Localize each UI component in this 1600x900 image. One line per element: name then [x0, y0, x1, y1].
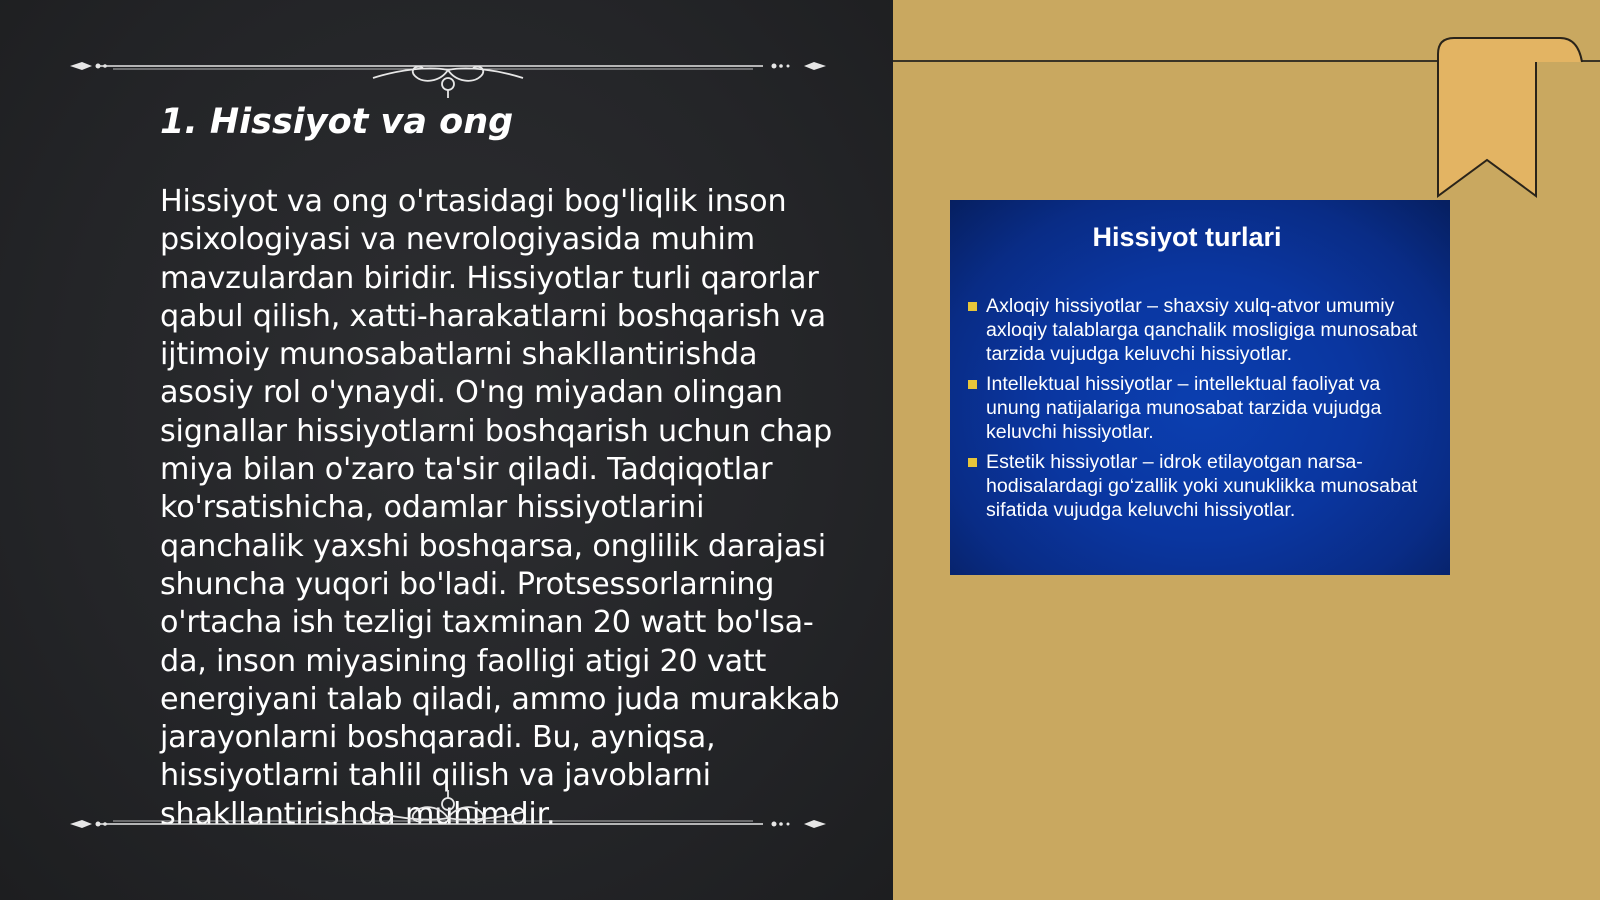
list-item — [986, 450, 1426, 522]
list-item-text: Estetik hissiyotlar – idrok etilayotgan narsa-hodisalardagi go‘zallik yoki xunuklikka munosabat sifatida vujudga keluvchi hissiyotlar. — [986, 451, 1418, 521]
square-bullet-icon — [968, 380, 977, 389]
inset-list — [986, 294, 1426, 528]
list-item — [986, 294, 1426, 366]
slide-body-text: Hissiyot va ong o'rtasidagi bog'liqlik inson psixologiyasi va nevrologiyasida muhim mavzulardan biridir. Hissiyotlar turli qarorlar qabul qilish, xatti-harakatlarni boshqarish va ijtimoiy munosabatlarni shakllantirishda asosiy rol o'ynaydi. O'ng miyadan olingan signallar hissiyotlarni boshqarish uchun chap miya bilan o'zaro ta'sir qiladi. Tadqiqotlar ko'rsatishicha, odamlar hissiyotlarini qanchalik yaxshi boshqarsa, onglilik darajasi shuncha yuqori bo'ladi. Protsessorlarning o'rtacha ish tezligi taxminan 20 watt bo'lsa-da, inson miyasining faolligi atigi 20 vatt energiyani talab qiladi, ammo juda murakkab jarayonlarni boshqaradi. Bu, ayniqsa, hissiyotlarni tahlil qilish va javoblarni shakllantirishda muhimdir. — [160, 184, 840, 832]
bookmark-ribbon-icon — [1430, 34, 1600, 204]
inset-title: Hissiyot turlari — [1092, 222, 1282, 252]
square-bullet-icon — [968, 458, 977, 467]
list-item-text: Intellektual hissiyotlar – intellektual faoliyat va unung natijalariga munosabat tarzida vujudga keluvchi hissiyotlar. — [986, 373, 1382, 443]
list-item-text: Axloqiy hissiyotlar – shaxsiy xulq-atvor umumiy axloqiy talablarga qanchalik mosligiga munosabat tarzida vujudga keluvchi hissiyotlar. — [986, 295, 1418, 365]
slide-title: 1. Hissiyot va ong — [160, 102, 514, 142]
list-item — [986, 372, 1426, 444]
square-bullet-icon — [968, 302, 977, 311]
flourish-divider-icon — [68, 40, 828, 100]
flourish-divider-icon — [68, 772, 828, 832]
hissiyot-turlari-panel — [950, 200, 1450, 575]
